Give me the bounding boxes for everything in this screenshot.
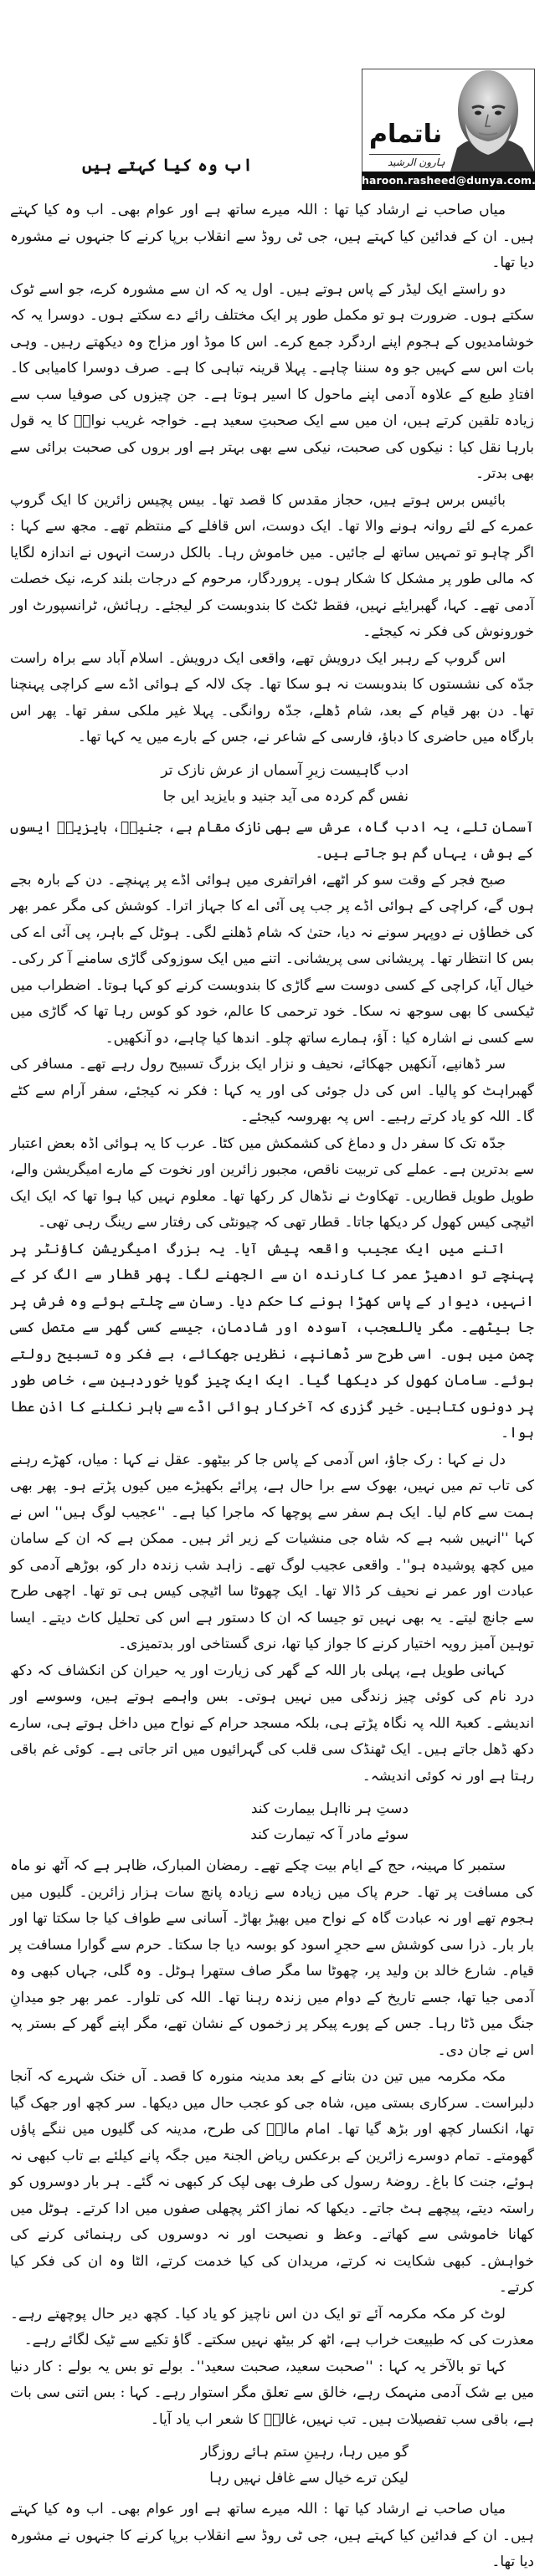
verse-line: گو میں رہا، رہینِ ستم ہائے روزگار <box>200 2444 409 2461</box>
verse-line: دستِ ہر نااہل بیمارت کند <box>250 1800 409 1817</box>
article-paragraph: سر ڈھانپے، آنکھیں جھکائے، نحیف و نزار ایک بزرگ تسبیح رول رہے تھے۔ مسافر کی گھبراہٹ کو پالیا۔ اس کی دل جوئی کی اور یہ کہا : فکر نہ کیجئے، سفر آرام سے کٹے گا۔ اللہ کو یاد کرتے رہیے۔ اس پہ بھروسہ کیجئے۔ <box>10 1056 534 1125</box>
article-paragraph: ستمبر کا مہینہ، حج کے ایام بیت چکے تھے۔ رمضان المبارک، ظاہر ہے کہ آٹھ نو ماہ کی مسافت پر تھا۔ حرم پاک میں زیادہ سے زیادہ پانچ سات ہزار زائرین۔ گلیوں میں ہجوم تھے اور نہ عبادت گاہ کے نواح میں بھیڑ بھاڑ۔ آسانی سے طواف کیا جا سکتا تھا اور بار بار۔ ذرا سی کوشش سے حجرِ اسود کو بوسہ دیا جا سکتا۔ حرم سے گوارا مسافت پر قیام۔ شارع خالد بن ولید پر، چھوٹا سا مگر صاف ستھرا ہوٹل۔ وہ گلی، جہاں کبھی وہ آدمی جیا تھا، جسے تاریخ کے دوام میں زندہ رہنا تھا۔ اللہ کی تلوار۔ عمر بھر جو میدانِ جنگ میں ڈٹا رہا۔ جس کے پورے پیکر پر زخموں کے نشان تھے، مگر اپنے گھر کے بستر پہ اس نے جان دی۔ <box>10 1857 534 2059</box>
article-paragraph: کہا تو بالآخر یہ کہا : ''صحبت سعید، صحبت سعید''۔ بولے تو بس یہ بولے : کار دنیا میں بے شک آدمی منہمک رہے، خالق سے تعلق مگر استوار رہے۔ کہا : بس اتنی سی بات ہے، باقی سب تفصیلات ہیں۔ تب نہیں، غالبؔ کا شعر اب یاد آیا۔ <box>10 2358 534 2428</box>
verse-line: لیکن ترے خیال سے غافل نہیں رہا <box>209 2470 409 2486</box>
verse-line: ادب گاہیست زیرِ آسماں از عرش نازک تر <box>161 761 409 779</box>
closing-paragraph: میاں صاحب نے ارشاد کیا تھا : اللہ میرے ساتھ ہے اور عوام بھی۔ اب وہ کیا کہتے ہیں۔ ان کے فدائین کیا کہتے ہیں، جی ٹی روڈ سے انقلاب برپا کرنے کا جنہوں نے مشورہ دیا تھا۔ <box>10 2501 534 2570</box>
article-paragraph: آسمان تلے، یہ ادب گاہ، عرش سے بھی نازک مقام ہے، جنیدؒ، بایزیدؒ ایسوں کے ہوش، یہاں گم ہو جاتے ہیں۔ <box>10 818 534 862</box>
article-paragraph: اتنے میں ایک عجیب واقعہ پیش آیا۔ یہ بزرگ امیگریشن کاؤنٹر پر پہنچے تو ادھیڑ عمر کا کارندہ ان سے الجھنے لگا۔ پھر قطار سے الگ کر کے انہیں، دیوار کے پاس کھڑا ہونے کا حکم دیا۔ رسان سے چلتے ہوئے وہ فرش پر جا بیٹھے۔ مگر یاللعجب، آسودہ اور شادمان، جیسے کسی گھر سے متصل کسی چمن میں ہوں۔ اسی طرح سر ڈھانپے، نظریں جھکائے، بے فکر وہ تسبیح رولتے ہوئے۔ سامان کھول کر دیکھا گیا۔ ایک ایک چیز گویا خوردبین سے، خاص طور پر دونوں کتابیں۔ خیر گزری کہ آخرکار ہوائی اڈے سے باہر نکلنے کا اذن عطا ہوا۔ <box>10 1240 534 1442</box>
persian-verse <box>10 1796 534 1848</box>
article-paragraph: کہانی طویل ہے، پہلی بار اللہ کے گھر کی زیارت اور یہ حیران کن انکشاف کہ دکھ درد نام کی کوئی چیز زندگی میں نہیں ہوتی۔ بس واہمے ہوتے ہیں، وسوسے اور اندیشے۔ کعبۃ اللہ پہ نگاہ پڑتے ہی، بلکہ مسجد حرام کے نواح میں داخل ہوتے ہی، سارے دکھ ڈھل جاتے ہیں۔ ایک ٹھنڈک سی قلب کی گہرائیوں میں اتر جاتی ہے۔ کوئی غم باقی رہتا ہے اور نہ کوئی اندیشہ۔ <box>10 1662 534 1785</box>
article-paragraph: لوٹ کر مکہ مکرمہ آئے تو ایک دن اس ناچیز کو یاد کیا۔ کچھ دیر حال پوچھتے رہے۔ معذرت کی کہ طبیعت خراب ہے، اٹھ کر بیٹھ نہیں سکتے۔ گاؤ تکیے سے ٹیک لگائے رہے۔ <box>10 2305 534 2348</box>
article-paragraph: دو راستے ایک لیڈر کے پاس ہوتے ہیں۔ اول یہ کہ ان سے مشورہ کرے، جو اسے ٹوک سکتے ہوں۔ ضرورت ہو تو مکمل طور پر ایک مختلف رائے دے سکتے ہوں۔ دوسرا یہ کہ خوشامدیوں کے ہجوم اپنے اردگرد جمع کرے۔ اس کا موڈ اور مزاج وہ دیکھتے رہیں۔ وہی بات اس سے کہیں جو وہ سننا چاہے۔ پہلا قرینہ تباہی کا ہے۔ صرف دوسرا کامیابی کا۔ افتادِ طبع کے علاوہ آدمی اپنے ماحول کا اسیر ہوتا ہے۔ جن چیزوں کی صوفیا سب سے زیادہ تلقین کرتے ہیں، ان میں سے ایک صحبتِ سعید ہے۔ خواجہ غریب نوازؒ کا یہ قول بارہا نقل کیا : نیکوں کی صحبت، نیکی سے بھی بہتر ہے اور بروں کی صحبت برائی سے بھی بدتر۔ <box>10 280 534 482</box>
article-paragraph: اس گروپ کے رہبر ایک درویش تھے، واقعی ایک درویش۔ اسلام آباد سے براہ راست جدّہ کی نشستوں کا بندوبست نہ ہو سکا تھا۔ چک لالہ کے ہوائی اڈے سے کراچی پہنچنا تھا۔ دن بھر قیام کے بعد، شام ڈھلے، جدّہ روانگی۔ پہلا غیر ملکی سفر تھا۔ پھر اس بارگاہ میں حاضری کا دباؤ، فارسی کے شاعر نے، جس کے بارے میں یہ کہا تھا۔ <box>10 649 534 745</box>
ghalib-verse <box>10 2440 534 2491</box>
author-byline: ہارون الرشید <box>388 156 445 168</box>
article-paragraph: صبح فجر کے وقت سو کر اٹھے، افراتفری میں ہوائی اڈے پر پہنچے۔ دن کے بارہ بجے ہوں گے، کراچی کے ہوائی اڈے پر جب پی آئی اے کا جہاز اترا۔ کوشش کی مگر عمر بھر کی خطاؤں نے دوپہر سونے نہ دیا، حتیٰ کہ شام ڈھلنے لگی۔ ہوٹل کے باہر، پی آئی اے کی بس کا انتظار تھا۔ پریشانی سی پریشانی۔ اتنے میں ایک سوزوکی گاڑی سامنے آ کر رکی۔ خیال آیا، کراچی کے کسی دوست سے گاڑی کا بندوبست کرنے کو کہا ہوتا۔ اضطراب میں ٹیکسی کا بھی سوجھ نہ سکا۔ خود ترحمی کا عالم، خود کو کوس رہا تھا کہ گاڑی میں سے کسی نے اشارہ کیا : آؤ، ہمارے ساتھ چلو۔ اندھا کیا چاہے، دو آنکھیں۔ <box>10 871 534 1047</box>
article-body <box>10 197 534 2576</box>
author-portrait-icon <box>442 64 534 172</box>
article-paragraph: بائیس برس ہوتے ہیں، حجاز مقدس کا قصد تھا۔ بیس پچیس زائرین کا ایک گروپ عمرے کے لئے روانہ ہونے والا تھا۔ ایک دوست، اس قافلے کے منتظم تھے۔ مجھ سے کہا : اگر چاہو تو تمہیں ساتھ لے جائیں۔ میں خاموش رہا۔ بالکل درست انہوں نے اندازہ لگایا کہ مالی طور پر مشکل کا شکار ہوں۔ پروردگار، مرحوم کے درجات بلند کرے، نیک خصلت آدمی تھے۔ کہا، گھبرایئے نہیں، فقط ٹکٹ کا بندوبست کر لیجئے۔ رہائش، ٹرانسپورٹ اور خورونوش کی فکر نہ کیجئے۔ <box>10 491 534 640</box>
article-paragraph: جدّہ تک کا سفر دل و دماغ کی کشمکش میں کٹا۔ عرب کا یہ ہوائی اڈہ بعض اعتبار سے بدترین ہے۔ عملے کی تربیت ناقص، مجبور زائرین اور نخوت کے مارے امیگریشن والے، طویل طویل قطاریں۔ تھکاوٹ نے نڈھال کر رکھا تھا۔ معلوم نہیں کیا ہوا تھا کہ ایک ایک اٹیچی کیس کھول کر دیکھا جاتا۔ قطار تھی کہ چیونٹی کی رفتار سے رینگ رہی تھی۔ <box>10 1134 534 1231</box>
article-title: اب وہ کیا کہتے ہیں <box>82 155 253 176</box>
verse-line: نفس گم کردہ می آید جنید و بایزید ایں جا <box>162 787 409 805</box>
column-masthead <box>362 69 550 190</box>
masthead-divider <box>369 154 440 155</box>
verse-line: سوئے مادر آ کہ تیمارت کند <box>250 1826 409 1843</box>
article-paragraph: مکہ مکرمہ میں تین دن بتانے کے بعد مدینہ منورہ کا قصد۔ آں خنک شہرے کہ آنجا دلبراست۔ سرکاری بستی میں، شاہ جی کو عجب حال میں دیکھا۔ سر کچھ اور جھک گیا تھا، انکسار کچھ اور بڑھ گیا تھا۔ امام مالکؒ کی طرح، مدینہ کی گلیوں میں ننگے پاؤں گھومتے۔ تمام دوسرے زائرین کے برعکس ریاض الجنۃ میں جگہ پانے کیلئے بے تاب کبھی نہ ہوئے، جنت کا باغ۔ روضۂ رسول کی طرف بھی لپک کر کبھی نہ گئے۔ ہر بار دوسروں کو راستہ دیتے، پیچھے ہٹ جاتے۔ دیکھا کہ نماز اکثر پچھلی صفوں میں ادا کرتے۔ ہوٹل میں کھانا خاموشی سے کھاتے۔ وعظ و نصیحت اور نہ دوسروں کی رہنمائی کرنے کی خواہش۔ کبھی شکایت نہ کرتے، مریدان کی کیا خدمت کرتے، الٹا وہ ان کی فکر کیا کرتے۔ <box>10 2068 534 2296</box>
author-email: haroon.rasheed@dunya.com.pk <box>362 172 535 190</box>
persian-verse <box>10 758 534 810</box>
article-paragraph: میاں صاحب نے ارشاد کیا تھا : اللہ میرے ساتھ ہے اور عوام بھی۔ اب وہ کیا کہتے ہیں۔ ان کے فدائین کیا کہتے ہیں، جی ٹی روڈ سے انقلاب برپا کرنے کا جنہوں نے مشورہ دیا تھا۔ <box>10 202 534 271</box>
article-paragraph: دل نے کہا : رک جاؤ، اس آدمی کے پاس جا کر بیٹھو۔ عقل نے کہا : میاں، کھڑے رہنے کی تاب تم میں نہیں، بھوک سے برا حال ہے، پرائے بکھیڑے میں کیوں پڑتے ہو۔ پھر بھی ہمت سے کام لیا۔ ایک ہم سفر سے پوچھا کہ ماجرا کیا ہے۔ ''عجیب لوگ ہیں'' اس نے کہا ''انہیں شبہ ہے کہ شاہ جی منشیات کے زیر اثر ہیں۔ ممکن ہے کہ ان کے سامان میں کچھ پوشیدہ ہو''۔ واقعی عجیب لوگ تھے۔ زاہد شب زندہ دار کو، بوڑھے آدمی کو عبادت اور عمر نے نحیف کر ڈالا تھا۔ ایک چھوٹا سا اٹیچی کیس ہی تو تھا۔ اچھی طرح سے جانچ لیتے۔ یہ بھی نہیں تو جیسا کہ ان کا دستور ہے اس کی تحلیل کاٹ دیتے۔ ایسا توہین آمیز رویہ اختیار کرنے کا جواز کیا تھا، نری گستاخی اور بدتمیزی۔ <box>10 1451 534 1652</box>
column-name-logo: ناتمام <box>369 120 443 149</box>
